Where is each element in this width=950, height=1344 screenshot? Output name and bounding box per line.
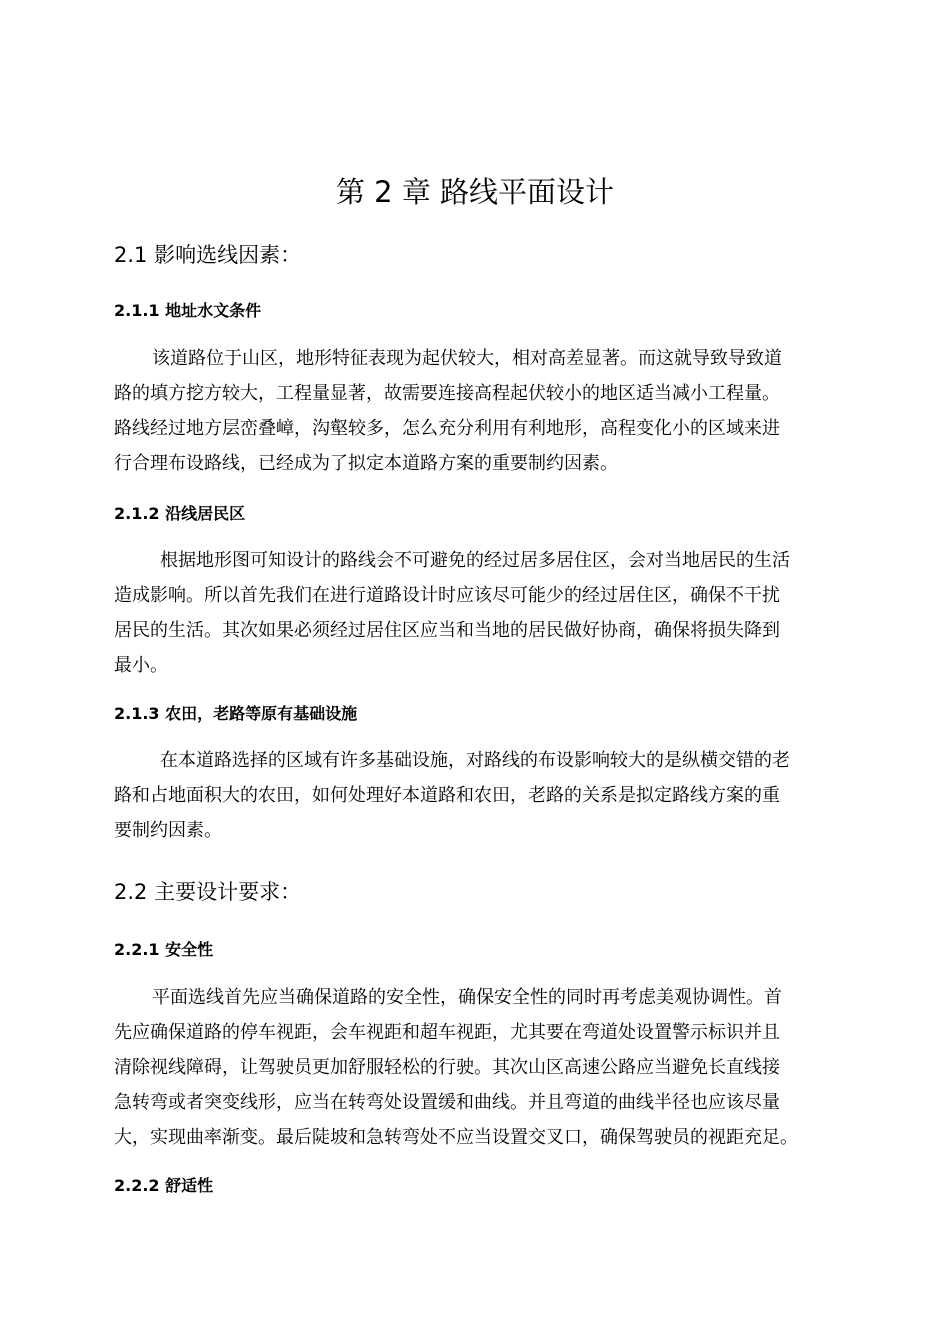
subsection-heading-2-1-2: 2.1.2 沿线居民区 [114, 504, 246, 523]
paragraph-line: 最小。 [114, 655, 168, 676]
section-heading-2-2: 2.2 主要设计要求： [114, 880, 302, 904]
subsection-heading-2-1-1: 2.1.1 地址水文条件 [114, 301, 262, 320]
paragraph-line: 平面选线首先应当确保道路的安全性，确保安全性的同时再考虑美观协调性。首 [152, 987, 782, 1008]
paragraph-line: 路和占地面积大的农田，如何处理好本道路和农田，老路的关系是拟定路线方案的重 [114, 785, 780, 806]
paragraph-line: 该道路位于山区，地形特征表现为起伏较大，相对高差显著。而这就导致导致道 [152, 348, 782, 369]
paragraph-line: 居民的生活。其次如果必须经过居住区应当和当地的居民做好协商，确保将损失降到 [114, 620, 780, 641]
paragraph-line: 清除视线障碍，让驾驶员更加舒服轻松的行驶。其次山区高速公路应当避免长直线接 [114, 1057, 780, 1078]
subsection-heading-2-2-2: 2.2.2 舒适性 [114, 1176, 214, 1195]
subsection-heading-2-2-1: 2.2.1 安全性 [114, 940, 214, 959]
paragraph-line: 路的填方挖方较大，工程量显著，故需要连接高程起伏较小的地区适当减小工程量。 [114, 383, 780, 404]
paragraph-line: 造成影响。所以首先我们在进行道路设计时应该尽可能少的经过居住区，确保不干扰 [114, 585, 780, 606]
paragraph-line: 行合理布设路线，已经成为了拟定本道路方案的重要制约因素。 [114, 453, 618, 474]
paragraph-line: 在本道路选择的区域有许多基础设施，对路线的布设影响较大的是纵横交错的老 [160, 750, 790, 771]
paragraph-line: 根据地形图可知设计的路线会不可避免的经过居多居住区，会对当地居民的生活 [160, 550, 790, 571]
chapter-title: 第 2 章 路线平面设计 [335, 175, 615, 209]
paragraph-line: 要制约因素。 [114, 820, 222, 841]
paragraph-line: 急转弯或者突变线形，应当在转弯处设置缓和曲线。并且弯道的曲线半径也应该尽量 [114, 1092, 780, 1113]
paragraph-line: 大，实现曲率渐变。最后陡坡和急转弯处不应当设置交叉口，确保驾驶员的视距充足。 [114, 1127, 798, 1148]
section-heading-2-1: 2.1 影响选线因素： [114, 243, 302, 267]
subsection-heading-2-1-3: 2.1.3 农田，老路等原有基础设施 [114, 704, 358, 723]
paragraph-line: 路线经过地方层峦叠嶂，沟壑较多，怎么充分利用有利地形，高程变化小的区域来进 [114, 418, 780, 439]
paragraph-line: 先应确保道路的停车视距，会车视距和超车视距，尤其要在弯道处设置警示标识并且 [114, 1022, 780, 1043]
